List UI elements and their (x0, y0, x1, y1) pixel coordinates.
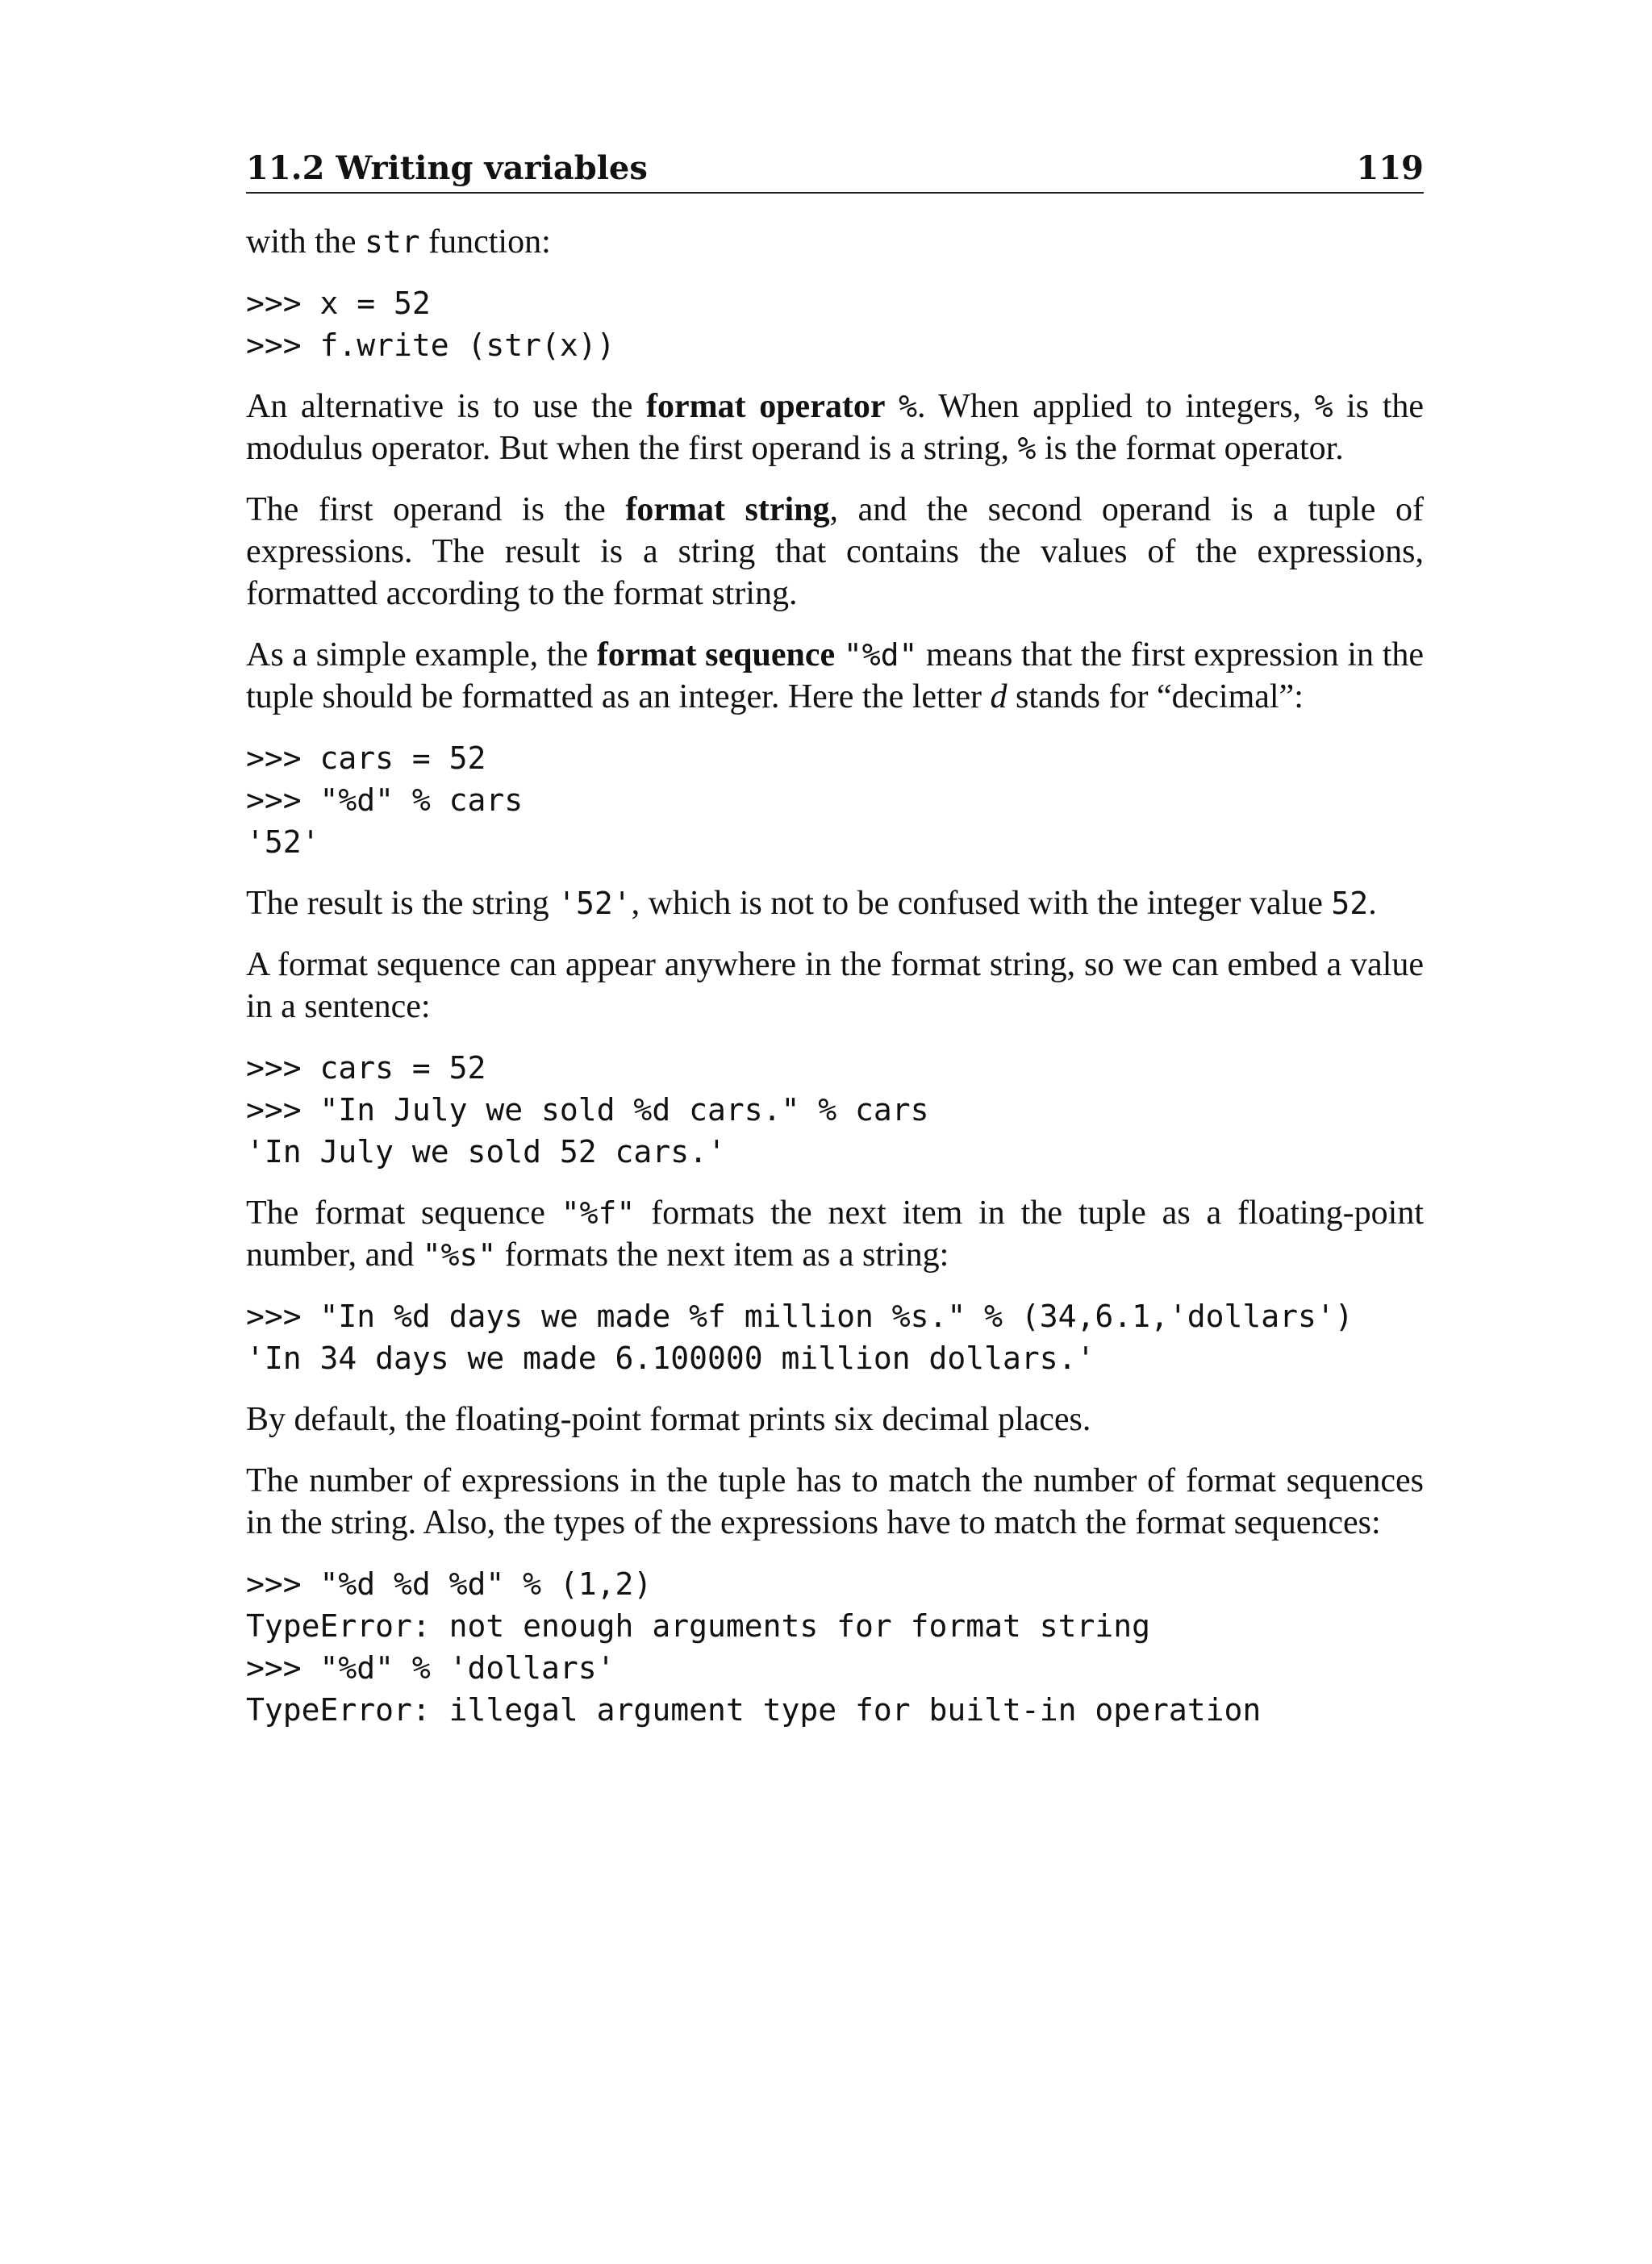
code-block-cars (246, 737, 1424, 863)
code-line: >>> "%d" % cars (246, 782, 524, 818)
code-block-write-str (246, 282, 1424, 366)
code-block-july (246, 1047, 1424, 1173)
running-header (246, 149, 1424, 194)
paragraph-default-precision: By default, the floating-point format prints six decimal places. (246, 1401, 1091, 1438)
book-page (246, 149, 1424, 1731)
paragraph-format-operator: An alternative is to use the format operator %. When applied to integers, % is the modulus operator. But when the first operand is a string, % is the format operator. (246, 388, 1424, 467)
code-line: '52' (246, 824, 320, 860)
code-line: >>> x = 52 (246, 286, 431, 321)
code-block-type-errors (246, 1563, 1424, 1731)
code-line: 'In 34 days we made 6.100000 million dollars.' (246, 1340, 1095, 1376)
paragraph-format-string: The first operand is the format string, and the second operand is a tuple of expressions. The result is a string that contains the values of the expressions, formatted according to the format string. (246, 491, 1424, 612)
code-line: >>> f.write (str(x)) (246, 327, 615, 363)
code-line: TypeError: not enough arguments for format string (246, 1608, 1151, 1644)
code-line: >>> "%d" % 'dollars' (246, 1650, 615, 1686)
code-line: TypeError: illegal argument type for built-in operation (246, 1692, 1262, 1728)
paragraph-format-sequence: As a simple example, the format sequence "%d" means that the first expression in the tuple should be formatted as an integer. Here the letter d stands for “decimal”: (246, 636, 1424, 715)
paragraph-str-function: with the str function: (246, 223, 551, 261)
paragraph-embed-value: A format sequence can appear anywhere in the format string, so we can embed a value in a sentence: (246, 946, 1424, 1025)
code-line: >>> cars = 52 (246, 740, 486, 776)
code-line: >>> "In July we sold %d cars." % cars (246, 1092, 929, 1128)
section-title: 11.2 Writing variables (246, 149, 648, 187)
code-line: 'In July we sold 52 cars.' (246, 1134, 726, 1170)
code-line: >>> "In %d days we made %f million %s." % (34,6.1,'dollars') (246, 1299, 1354, 1334)
term-format-operator: format operator (646, 388, 886, 425)
code-line: >>> "%d %d %d" % (1,2) (246, 1566, 653, 1602)
page-number: 119 (1356, 149, 1424, 187)
term-format-sequence: format sequence (596, 636, 836, 673)
paragraph-matching-types: The number of expressions in the tuple has to match the number of format sequences in the string. Also, the types of the expressions have to match the format sequences: (246, 1462, 1424, 1541)
code-line: >>> cars = 52 (246, 1050, 486, 1086)
paragraph-result-string: The result is the string '52', which is not to be confused with the integer value 52. (246, 885, 1377, 922)
paragraph-float-string: The format sequence "%f" formats the next item in the tuple as a floating-point number, and "%s" formats the next item as a string: (246, 1195, 1424, 1274)
code-block-dollars (246, 1295, 1424, 1379)
term-format-string: format string (625, 491, 830, 528)
inline-code: str (364, 224, 420, 260)
